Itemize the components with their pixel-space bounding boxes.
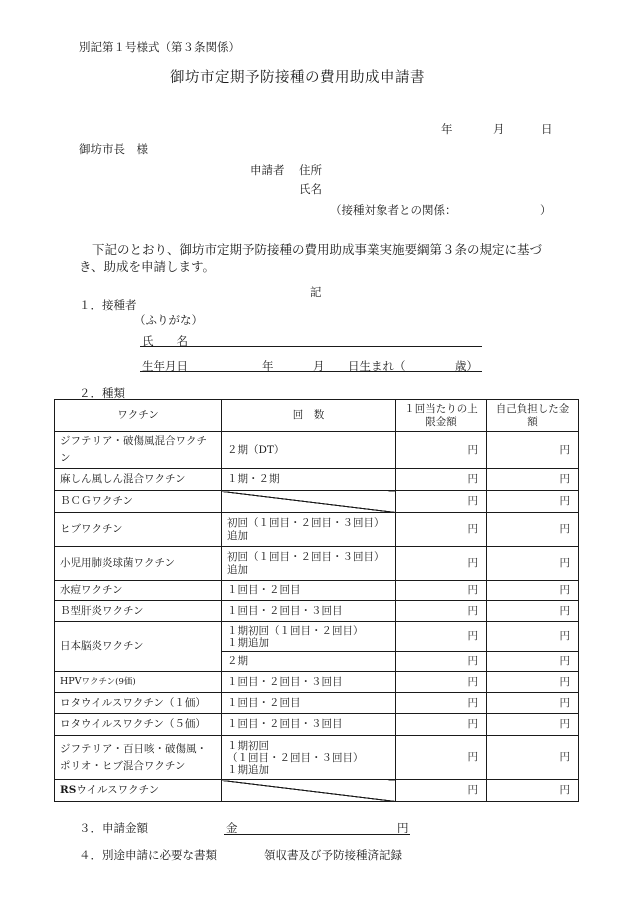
self-pay-amount-cell: 円 [487, 601, 579, 622]
self-pay-amount-cell: 円 [487, 547, 579, 581]
self-pay-amount-cell: 円 [487, 432, 579, 469]
limit-amount-cell: 円 [396, 652, 487, 672]
vaccine-name [55, 672, 222, 693]
intro-paragraph: 下記のとおり、御坊市定期予防接種の費用助成事業実施要綱第３条の規定に基づき、助成を申請します。 [79, 242, 543, 274]
dose-cell: ２期（DT） [222, 432, 396, 469]
table-row [55, 547, 579, 581]
vaccine-name [55, 736, 222, 780]
self-pay-amount-cell: 円 [487, 736, 579, 780]
table-row [55, 780, 579, 802]
birth-year-label: 年 [262, 359, 274, 373]
amount-kin-label: 金 [226, 821, 238, 835]
vaccine-name-prefix: RS [60, 784, 77, 796]
table-row [55, 469, 579, 491]
dose-line: 追加 [227, 529, 248, 542]
limit-amount-cell: 円 [396, 780, 487, 802]
self-pay-amount-cell: 円 [487, 714, 579, 736]
limit-amount-cell: 円 [396, 693, 487, 714]
vaccine-name: ヒブワクチン [55, 513, 222, 547]
section3-heading: ３．申請金額 [79, 821, 148, 835]
birthdate-label: 生年月日 [142, 359, 188, 373]
dose-cell [222, 513, 396, 547]
table-row [55, 672, 579, 693]
dose-cell: １回目・２回目・３回目 [222, 714, 396, 736]
dose-cell [222, 736, 396, 780]
vaccine-name-line: ポリオ・ヒブ混合ワクチン [60, 759, 186, 772]
vaccine-name: 麻しん風しん混合ワクチン [55, 469, 222, 491]
limit-amount-cell: 円 [396, 513, 487, 547]
table-row [55, 622, 579, 652]
vaccine-name: 水痘ワクチン [55, 581, 222, 601]
subject-name-label: 氏 名 [142, 334, 188, 348]
limit-amount-cell: 円 [396, 547, 487, 581]
table-row [55, 714, 579, 736]
table-row [55, 432, 579, 469]
dose-cell-not-applicable [222, 491, 396, 513]
table-row [55, 601, 579, 622]
vaccine-name: ロタウイルスワクチン（５価） [55, 714, 222, 736]
section4-heading: ４．別途申請に必要な書類 [79, 848, 217, 862]
header-self-pay: 自己負担した金額 [487, 400, 579, 432]
vaccine-name: Ｂ型肝炎ワクチン [55, 601, 222, 622]
self-pay-amount-cell: 円 [487, 652, 579, 672]
dose-line: 初回（１回目・２回目・３回目） [227, 550, 385, 563]
self-pay-amount-cell: 円 [487, 693, 579, 714]
limit-amount-cell: 円 [396, 714, 487, 736]
limit-amount-cell: 円 [396, 672, 487, 693]
table-header-row [55, 400, 579, 432]
dose-line: 追加 [227, 563, 248, 576]
section1-heading: １．接種者 [79, 298, 137, 312]
date-month-label: 月 [493, 122, 505, 136]
dose-cell: １回目・２回目 [222, 693, 396, 714]
page-title: 御坊市定期予防接種の費用助成申請書 [170, 70, 425, 86]
limit-amount-cell: 円 [396, 432, 487, 469]
vaccine-name: ロタウイルスワクチン（１価） [55, 693, 222, 714]
table-row [55, 736, 579, 780]
vaccine-name: 小児用肺炎球菌ワクチン [55, 547, 222, 581]
vaccine-name-prefix: HPV [60, 676, 82, 687]
limit-amount-cell: 円 [396, 736, 487, 780]
birth-day-label: 日生まれ（ [348, 359, 406, 373]
vaccine-name: ＢＣＧワクチン [55, 491, 222, 513]
self-pay-amount-cell: 円 [487, 622, 579, 652]
birth-month-label: 月 [313, 359, 325, 373]
vaccine-name: ジフテリア・破傷風混合ワクチン [55, 432, 222, 469]
amount-yen-label: 円 [397, 821, 409, 835]
table-row [55, 513, 579, 547]
section2-heading: ２．種類 [79, 386, 125, 400]
applicant-relation-label: （接種対象者との関係： [330, 203, 457, 217]
header-doses: 回 数 [222, 400, 396, 432]
self-pay-amount-cell: 円 [487, 672, 579, 693]
form-number-label: 別記第１号様式（第３条関係） [79, 40, 240, 54]
vaccine-name-suffix: ワクチン(9価) [81, 677, 136, 687]
vaccine-name [55, 780, 222, 802]
header-vaccine: ワクチン [55, 400, 222, 432]
dose-cell: １回目・２回目・３回目 [222, 672, 396, 693]
date-year-label: 年 [441, 122, 453, 136]
date-day-label: 日 [541, 122, 553, 136]
limit-amount-cell: 円 [396, 622, 487, 652]
dose-line: 初回（１回目・２回目・３回目） [227, 516, 385, 529]
applicant-address-label: 住所 [299, 163, 322, 177]
table-row [55, 491, 579, 513]
self-pay-amount-cell: 円 [487, 581, 579, 601]
table-row [55, 581, 579, 601]
dose-line: １期初回 [227, 739, 269, 752]
subject-name-underline [140, 346, 482, 347]
self-pay-amount-cell: 円 [487, 780, 579, 802]
limit-amount-cell: 円 [396, 581, 487, 601]
dose-cell: １期・２期 [222, 469, 396, 491]
limit-amount-cell: 円 [396, 469, 487, 491]
dose-line: １期初回（１回目・２回目） [227, 624, 364, 637]
amount-underline [224, 834, 410, 835]
applicant-label: 申請者 [250, 163, 285, 177]
vaccine-table [54, 399, 579, 802]
required-documents: 領収書及び予防接種済記録 [264, 848, 402, 862]
birthdate-underline [140, 371, 482, 372]
dose-cell: ２期 [222, 652, 396, 672]
dose-cell [222, 547, 396, 581]
addressee: 御坊市長 様 [79, 142, 148, 156]
vaccine-name-line: ジフテリア・百日咳・破傷風・ [60, 742, 207, 755]
vaccine-name: 日本脳炎ワクチン [55, 622, 222, 672]
limit-amount-cell: 円 [396, 601, 487, 622]
dose-line: １期追加 [227, 636, 269, 649]
limit-amount-cell: 円 [396, 491, 487, 513]
self-pay-amount-cell: 円 [487, 491, 579, 513]
table-row [55, 693, 579, 714]
dose-line: （１回目・２回目・３回目） [227, 751, 364, 764]
dose-line: １期追加 [227, 763, 269, 776]
vaccine-name-suffix: ウイルスワクチン [76, 784, 160, 796]
self-pay-amount-cell: 円 [487, 469, 579, 491]
header-limit: １回当たりの上限金額 [396, 400, 487, 432]
age-label: 歳） [455, 359, 478, 373]
applicant-relation-close: ） [540, 203, 552, 217]
applicant-name-label: 氏名 [299, 182, 322, 196]
dose-cell [222, 622, 396, 652]
furigana-label: （ふりがな） [134, 313, 203, 327]
dose-cell: １回目・２回目・３回目 [222, 601, 396, 622]
ki-label: 記 [310, 285, 322, 299]
self-pay-amount-cell: 円 [487, 513, 579, 547]
dose-cell-not-applicable [222, 780, 396, 802]
dose-cell: １回目・２回目 [222, 581, 396, 601]
